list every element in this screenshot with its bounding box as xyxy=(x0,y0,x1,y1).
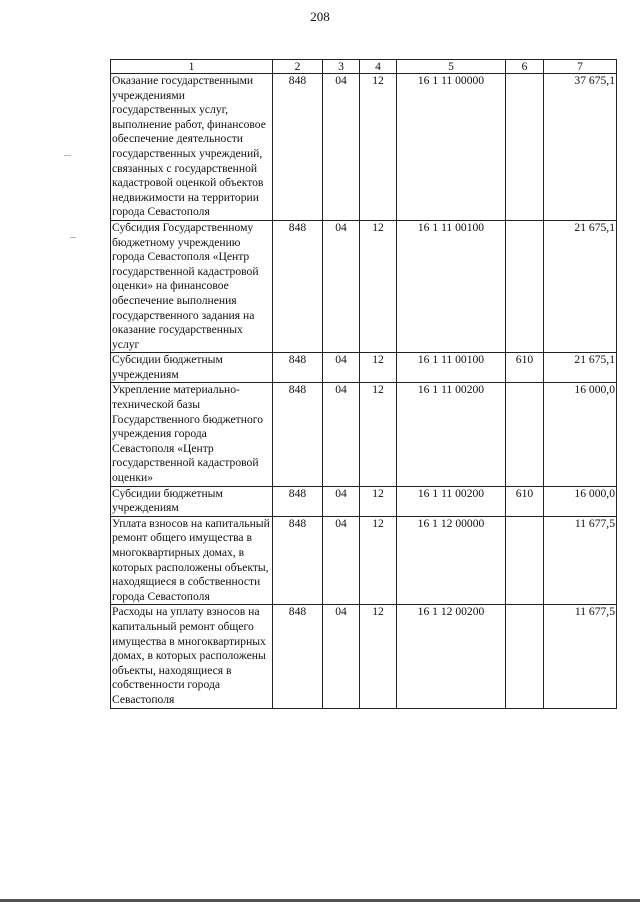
scan-mark xyxy=(70,237,76,238)
table-row xyxy=(111,353,617,383)
code-section: 04 xyxy=(323,74,360,221)
code-expense-type: 610 xyxy=(506,486,544,516)
table-row xyxy=(111,383,617,486)
code-subsection: 12 xyxy=(360,516,397,605)
row-description: Субсидия Государственному бюджетному учреждению города Севастополя «Центр государственной кадастровой оценки» на финансовое обеспечение выполнения государственного задания на оказание государственных услуг xyxy=(111,220,273,352)
code-section: 04 xyxy=(323,353,360,383)
budget-table xyxy=(110,59,617,709)
code-expense-type xyxy=(506,74,544,221)
code-target: 16 1 12 00000 xyxy=(397,516,506,605)
amount: 21 675,1 xyxy=(544,353,617,383)
table-row xyxy=(111,486,617,516)
header-cell: 3 xyxy=(323,60,360,74)
header-cell: 4 xyxy=(360,60,397,74)
row-description: Уплата взносов на капитальный ремонт общего имущества в многоквартирных домах, в которых расположены объекты, находящиеся в собственности города Севастополя xyxy=(111,516,273,605)
page-bottom-edge xyxy=(0,899,640,902)
table-row xyxy=(111,605,617,708)
row-description: Оказание государственными учреждениями государственных услуг, выполнение работ, финансовое обеспечение деятельности государственных учреждений, связанных с государственной кадастровой оценкой объектов недвижимости на территории города Севастополя xyxy=(111,74,273,221)
code-section: 04 xyxy=(323,516,360,605)
row-description: Расходы на уплату взносов на капитальный ремонт общего имущества в многоквартирных домах, в которых расположены объекты, находящиеся в собственности города Севастополя xyxy=(111,605,273,708)
header-cell: 6 xyxy=(506,60,544,74)
code-section: 04 xyxy=(323,605,360,708)
code-section: 04 xyxy=(323,383,360,486)
code-subsection: 12 xyxy=(360,74,397,221)
code-section: 04 xyxy=(323,486,360,516)
amount: 11 677,5 xyxy=(544,516,617,605)
code-target: 16 1 11 00200 xyxy=(397,486,506,516)
row-description: Субсидии бюджетным учреждениям xyxy=(111,353,273,383)
code-subsection: 12 xyxy=(360,353,397,383)
code-subsection: 12 xyxy=(360,220,397,352)
amount: 16 000,0 xyxy=(544,383,617,486)
code-admin: 848 xyxy=(273,353,323,383)
code-subsection: 12 xyxy=(360,605,397,708)
row-description: Субсидии бюджетным учреждениям xyxy=(111,486,273,516)
code-subsection: 12 xyxy=(360,486,397,516)
code-admin: 848 xyxy=(273,486,323,516)
table-row xyxy=(111,74,617,221)
code-admin: 848 xyxy=(273,220,323,352)
code-expense-type xyxy=(506,605,544,708)
code-admin: 848 xyxy=(273,383,323,486)
code-expense-type: 610 xyxy=(506,353,544,383)
code-admin: 848 xyxy=(273,605,323,708)
amount: 37 675,1 xyxy=(544,74,617,221)
amount: 21 675,1 xyxy=(544,220,617,352)
code-section: 04 xyxy=(323,220,360,352)
amount: 11 677,5 xyxy=(544,605,617,708)
code-admin: 848 xyxy=(273,516,323,605)
code-subsection: 12 xyxy=(360,383,397,486)
code-admin: 848 xyxy=(273,74,323,221)
code-target: 16 1 11 00100 xyxy=(397,220,506,352)
header-cell: 2 xyxy=(273,60,323,74)
table-row xyxy=(111,516,617,605)
code-expense-type xyxy=(506,220,544,352)
header-cell: 1 xyxy=(111,60,273,74)
code-expense-type xyxy=(506,516,544,605)
header-cell: 7 xyxy=(544,60,617,74)
page-number: 208 xyxy=(310,9,330,24)
table-row xyxy=(111,220,617,352)
amount: 16 000,0 xyxy=(544,486,617,516)
row-description: Укрепление материально-технической базы Государственного бюджетного учреждения города Севастополя «Центр государственной кадастровой оценки» xyxy=(111,383,273,486)
code-target: 16 1 11 00100 xyxy=(397,353,506,383)
code-target: 16 1 11 00200 xyxy=(397,383,506,486)
code-target: 16 1 11 00000 xyxy=(397,74,506,221)
code-target: 16 1 12 00200 xyxy=(397,605,506,708)
code-expense-type xyxy=(506,383,544,486)
header-cell: 5 xyxy=(397,60,506,74)
scan-mark xyxy=(64,155,71,156)
header-row xyxy=(111,60,617,74)
